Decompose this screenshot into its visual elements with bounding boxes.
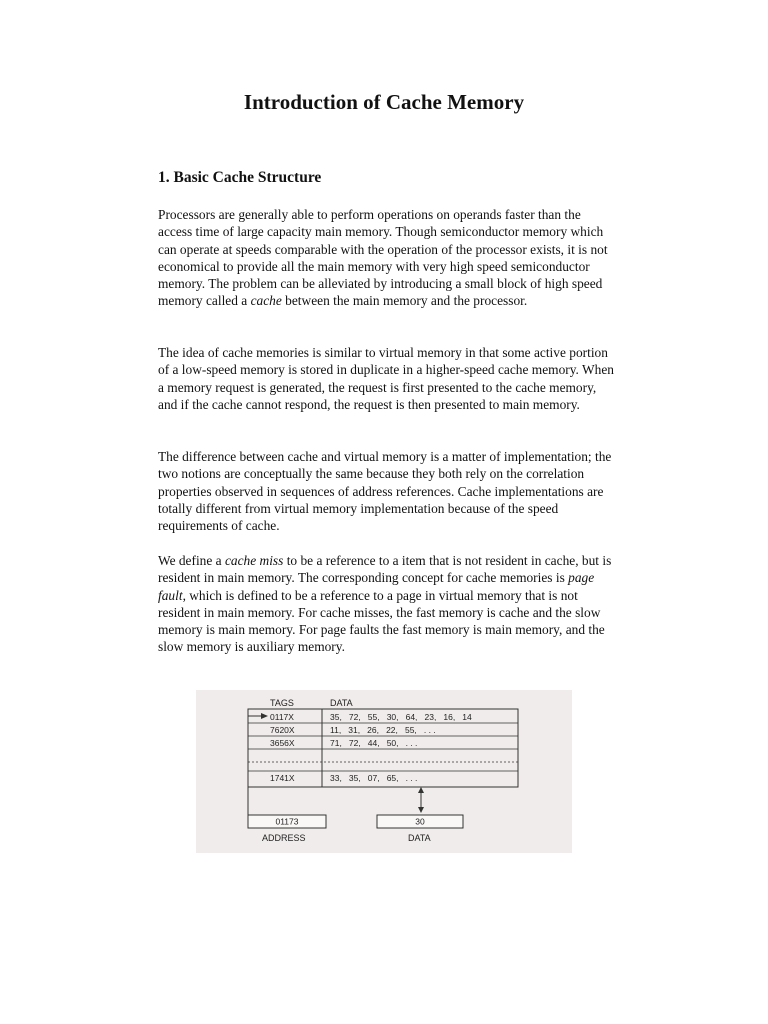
section-heading: 1. Basic Cache Structure (158, 169, 322, 186)
tag-cell: 3656X (270, 738, 295, 748)
data-cell: 11, 31, 26, 22, 55, . . . (330, 725, 436, 735)
paragraph-cache-miss (158, 552, 618, 656)
cache-structure-diagram (196, 690, 572, 853)
up-arrowhead (418, 787, 424, 793)
down-arrowhead (418, 807, 424, 813)
paragraph-intro-text-a: Processors are generally able to perform operations on operands faster than the access time of large capacity main memory. Though semiconductor memory which can operate at speeds comparable with the operation of the processor exists, it is not economical to provide all the main memory with very high speed semiconductor memory. The problem can be alleviated by introducing a small block of high speed memory called a (158, 207, 608, 309)
data-value: 30 (415, 816, 425, 827)
tag-cell: 0117X (270, 712, 294, 722)
data-cell: 71, 72, 44, 50, . . . (330, 738, 418, 748)
cache-diagram-svg (196, 690, 572, 853)
tags-header: TAGS (270, 698, 294, 708)
paragraph-cache-vs-virtual: The difference between cache and virtual memory is a matter of implementation; the two notions are conceptually the same because they both rely on the correlation properties observed in sequences of address references. Cache implementations are totally different from virtual memory implementation because of the speed requirements of cache. (158, 449, 612, 534)
data-cell: 33, 35, 07, 65, . . . (330, 773, 418, 783)
paragraph-intro (158, 206, 618, 310)
tag-cell: 1741X (270, 773, 295, 783)
data-cell: 35, 72, 55, 30, 64, 23, 16, 14 (330, 712, 472, 722)
address-value: 01173 (275, 816, 299, 827)
term-page-fault: page fault (158, 570, 595, 603)
document-title: Introduction of Cache Memory (243, 90, 525, 114)
paragraph-cache-miss-text-b: to be a reference to a item that is not resident in cache, but is resident in main memory. The corresponding concept for cache memories is (158, 553, 612, 586)
term-cache: cache (250, 293, 282, 309)
term-cache-miss: cache miss (224, 553, 284, 568)
paragraph-intro-text-b: between the main memory and the processor. (281, 293, 528, 309)
tag-cell: 7620X (270, 725, 295, 735)
address-arrowhead (261, 713, 268, 719)
address-label: ADDRESS (262, 833, 306, 843)
data-header: DATA (330, 698, 353, 708)
paragraph-cache-miss-text-a: We define a (158, 553, 225, 568)
address-feedback-line (248, 716, 270, 821)
paragraph-cache-idea: The idea of cache memories is similar to virtual memory in that some active portion of a low-speed memory is stored in duplicate in a higher-speed cache memory. When a memory request is generated, the request is first presented to the cache memory, and if the cache cannot respond, the request is then presented to main memory. (158, 345, 614, 412)
paragraph-cache-miss-text-c: , which is defined to be a reference to a page in virtual memory that is not resident in main memory. For cache misses, the fast memory is cache and the slow memory is main memory. For page faults the fast memory is main memory, and the slow memory is auxiliary memory. (158, 587, 605, 655)
data-label: DATA (408, 833, 431, 843)
